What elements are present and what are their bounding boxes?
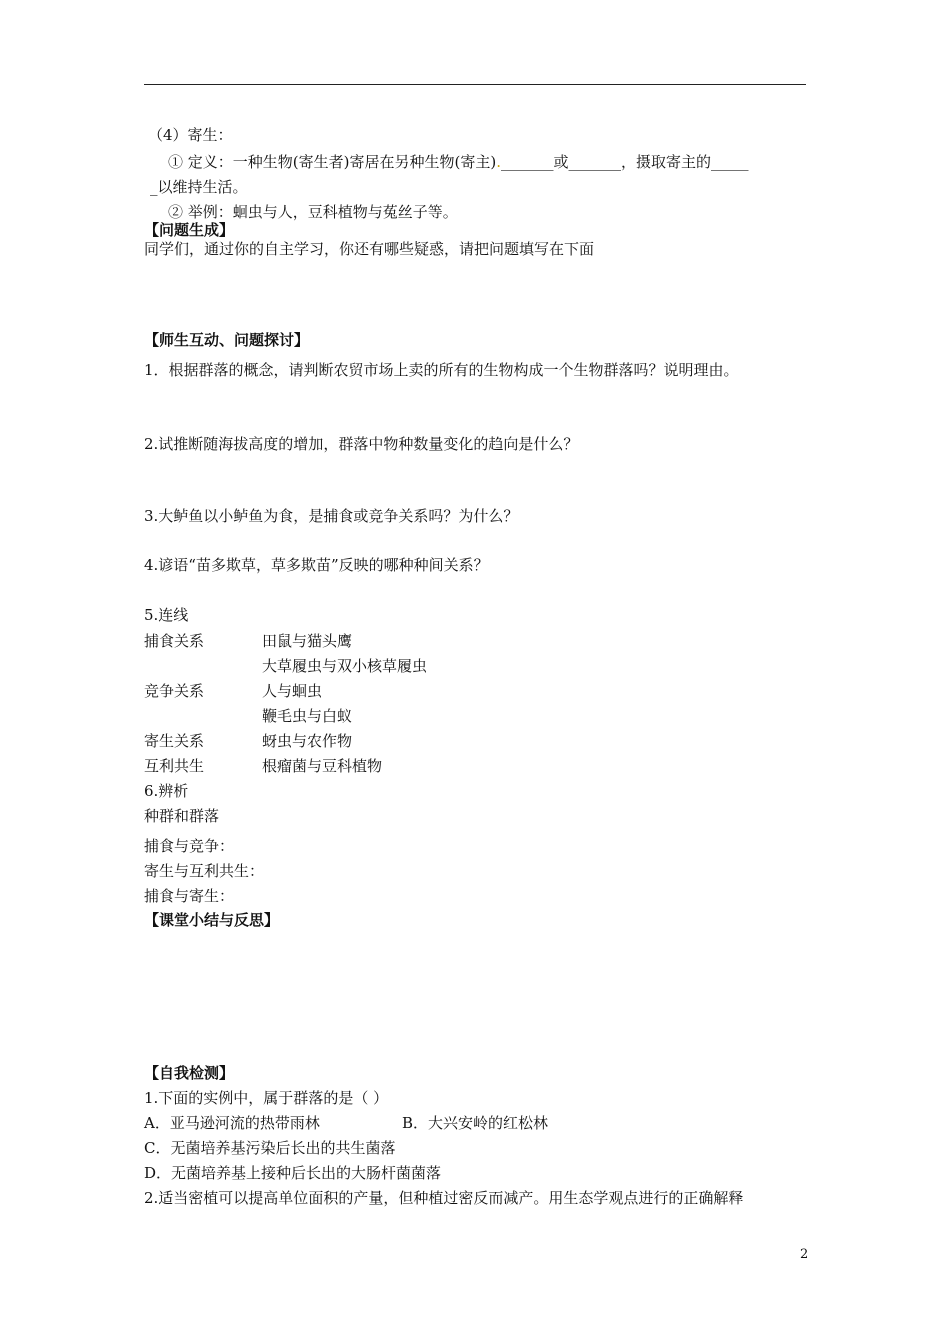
match-left-2: 竞争关系 [144, 682, 205, 700]
discussion-q1: 1．根据群落的概念，请判断农贸市场上卖的所有的生物构成一个生物群落吗？说明理由。 [144, 361, 739, 379]
match-right-3: 鞭毛虫与白蚁 [262, 707, 353, 725]
self-test-heading: 【自我检测】 [144, 1064, 235, 1082]
parasitism-heading: （4）寄生： [148, 126, 233, 144]
match-right-2: 人与蛔虫 [262, 682, 323, 700]
discussion-q4: 4.谚语“苗多欺草，草多欺苗”反映的哪种种间关系？ [144, 556, 489, 574]
match-right-1: 大草履虫与双小核草履虫 [262, 657, 428, 675]
self-test-opt-d: D．无菌培养基上接种后长出的大肠杆菌菌落 [144, 1164, 442, 1182]
definition-blanks: _______或_______，摄取寄主的_____ [500, 153, 749, 171]
definition-dot: . [496, 153, 501, 171]
questions-gen-text: 同学们，通过你的自主学习，你还有哪些疑惑，请把问题填写在下面 [144, 240, 595, 258]
discussion-q3: 3.大鲈鱼以小鲈鱼为食，是捕食或竞争关系吗？为什么？ [144, 507, 519, 525]
discussion-heading: 【师生互动、问题探讨】 [144, 331, 310, 349]
parasitism-definition-end: _以维持生活。 [150, 178, 248, 196]
self-test-opt-b: B．大兴安岭的红松林 [402, 1114, 549, 1132]
header-rule [144, 84, 806, 85]
match-right-4: 蚜虫与农作物 [262, 732, 353, 750]
questions-gen-heading: 【问题生成】 [144, 221, 235, 239]
q6-item-2: 寄生与互利共生： [144, 862, 265, 880]
parasitism-definition [168, 152, 748, 172]
match-right-0: 田鼠与猫头鹰 [262, 632, 353, 650]
summary-heading: 【课堂小结与反思】 [144, 911, 280, 929]
q6-item-0: 种群和群落 [144, 807, 220, 825]
definition-text: ① 定义：一种生物(寄生者)寄居在另种生物(寄主) [168, 153, 497, 171]
self-test-q1: 1.下面的实例中，属于群落的是（ ） [144, 1089, 389, 1107]
discussion-q5: 5.连线 [144, 606, 189, 624]
q6-item-1: 捕食与竞争： [144, 837, 235, 855]
parasitism-example: ② 举例：蛔虫与人，豆科植物与菟丝子等。 [168, 203, 458, 221]
self-test-opt-a: A．亚马逊河流的热带雨林 [144, 1114, 320, 1132]
match-left-4: 寄生关系 [144, 732, 205, 750]
self-test-opt-c: C．无菌培养基污染后长出的共生菌落 [144, 1139, 396, 1157]
match-right-5: 根瘤菌与豆科植物 [262, 757, 383, 775]
q6-item-3: 捕食与寄生： [144, 887, 235, 905]
match-left-0: 捕食关系 [144, 632, 205, 650]
discussion-q6: 6.辨析 [144, 782, 189, 800]
page-number: 2 [800, 1247, 809, 1262]
match-left-5: 互利共生 [144, 757, 205, 775]
discussion-q2: 2.试推断随海拔高度的增加，群落中物种数量变化的趋向是什么？ [144, 435, 579, 453]
self-test-q2: 2.适当密植可以提高单位面积的产量，但种植过密反而减产。用生态学观点进行的正确解释 [144, 1189, 744, 1207]
